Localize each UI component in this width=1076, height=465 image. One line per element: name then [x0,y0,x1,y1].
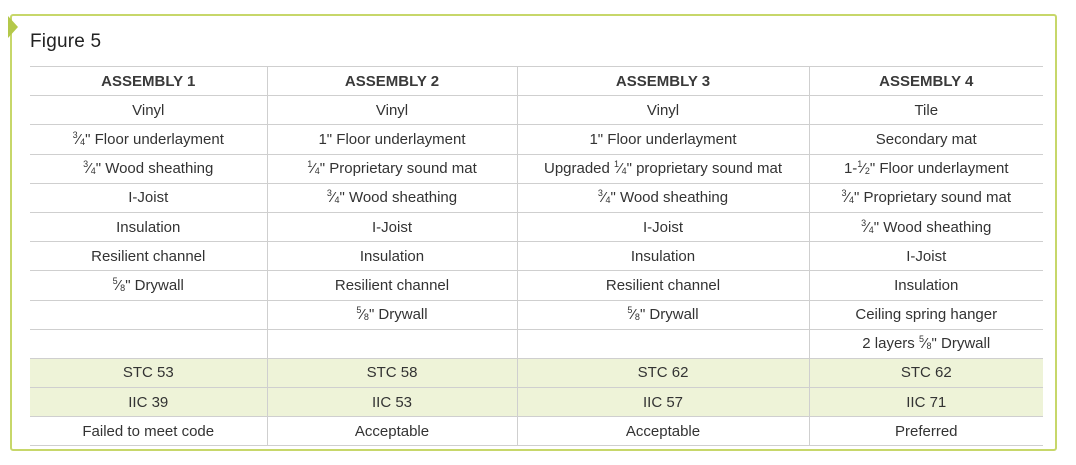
table-cell: Resilient channel [30,242,267,271]
table-cell: $^3⁄_4$" Wood sheathing [267,183,517,212]
table-cell: IIC 57 [517,388,809,417]
table-cell: Vinyl [30,96,267,125]
fraction: $^5⁄_8$ [356,305,369,324]
table-cell: 1" Floor underlayment [267,125,517,154]
table-cell: I-Joist [267,212,517,241]
table-cell: I-Joist [517,212,809,241]
table-cell: STC 62 [517,358,809,387]
layer-row [30,271,1043,300]
table-cell: 2 layers $^5⁄_8$" Drywall [809,329,1043,358]
assembly-table [30,66,1043,446]
table-cell: Resilient channel [267,271,517,300]
table-cell: IIC 39 [30,388,267,417]
stc-row [30,358,1043,387]
fraction: $^1⁄_4$ [307,159,320,178]
column-header: ASSEMBLY 1 [30,67,267,96]
table-cell: Tile [809,96,1043,125]
fraction: $^5⁄_8$ [112,275,126,294]
fraction: $^3⁄_4$ [861,217,874,236]
table-cell [30,329,267,358]
figure-title: Figure 5 [30,31,102,52]
figure-marker-icon [8,16,18,38]
table-cell: IIC 71 [809,388,1043,417]
table-cell [30,300,267,329]
fraction: $^3⁄_4$ [597,188,611,207]
table-cell: $^1⁄_4$" Proprietary sound mat [267,154,517,183]
fraction: $^5⁄_8$ [918,334,932,353]
layer-row [30,329,1043,358]
layer-row [30,242,1043,271]
table-cell: $^3⁄_4$" Proprietary sound mat [809,183,1043,212]
fraction: $^1⁄_4$ [614,159,627,178]
table-cell [517,329,809,358]
table-cell: Insulation [809,271,1043,300]
table-cell: 1" Floor underlayment [517,125,809,154]
fraction: $^3⁄_4$ [841,188,854,207]
table-cell: Secondary mat [809,125,1043,154]
table-cell: Preferred [809,417,1043,446]
table-cell: STC 53 [30,358,267,387]
table-cell: $^3⁄_4$" Wood sheathing [30,154,267,183]
table-cell: $^3⁄_4$" Wood sheathing [809,212,1043,241]
table-cell: Acceptable [517,417,809,446]
table-cell: Acceptable [267,417,517,446]
header-row [30,67,1043,96]
table-cell: Insulation [267,242,517,271]
table-cell: I-Joist [809,242,1043,271]
table-cell: Failed to meet code [30,417,267,446]
table-cell: IIC 53 [267,388,517,417]
iic-row [30,388,1043,417]
fraction: $^3⁄_4$ [83,159,96,178]
table-cell: $1-^1⁄_2$" Floor underlayment [809,154,1043,183]
table-cell: Ceiling spring hanger [809,300,1043,329]
column-header: ASSEMBLY 3 [517,67,809,96]
fraction: $^1⁄_2$ [857,159,870,178]
rating-row [30,417,1043,446]
fraction: $^3⁄_4$ [72,129,86,148]
table-cell: $^5⁄_8$" Drywall [30,271,267,300]
table-cell: Insulation [30,212,267,241]
table-cell [267,329,517,358]
table-cell: $^5⁄_8$" Drywall [517,300,809,329]
table-cell: Resilient channel [517,271,809,300]
table-cell: $^3⁄_4$" Floor underlayment [30,125,267,154]
table-cell: STC 58 [267,358,517,387]
table-cell: Vinyl [517,96,809,125]
layer-row [30,212,1043,241]
table-cell: Upgraded $^1⁄_4$" proprietary sound mat [517,154,809,183]
table-cell: I-Joist [30,183,267,212]
table-cell: $^3⁄_4$" Wood sheathing [517,183,809,212]
fraction: $^3⁄_4$ [326,188,340,207]
fraction: $^5⁄_8$ [627,305,640,324]
layer-row [30,183,1043,212]
table-cell: Insulation [517,242,809,271]
layer-row [30,300,1043,329]
column-header: ASSEMBLY 4 [809,67,1043,96]
table-cell: Vinyl [267,96,517,125]
layer-row [30,154,1043,183]
table-cell: STC 62 [809,358,1043,387]
table-cell: $^5⁄_8$" Drywall [267,300,517,329]
column-header: ASSEMBLY 2 [267,67,517,96]
layer-row [30,125,1043,154]
layer-row [30,96,1043,125]
